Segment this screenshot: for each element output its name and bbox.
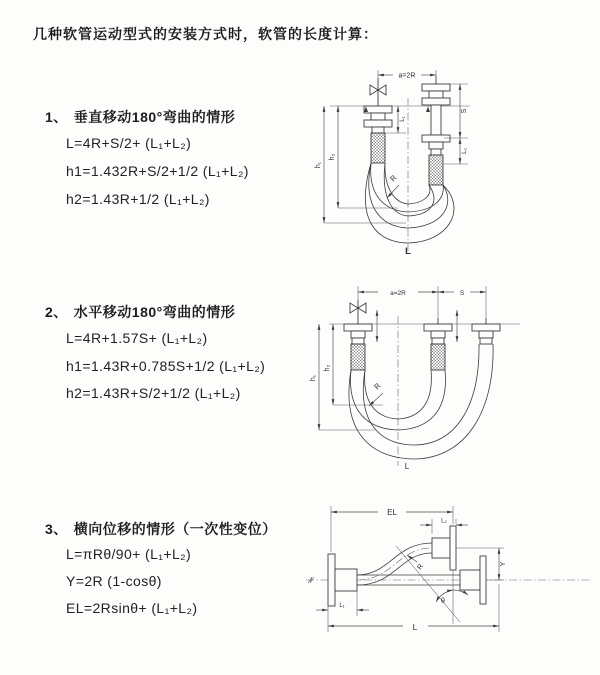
section-1-heading — [45, 107, 235, 127]
middle-fitting — [424, 318, 452, 370]
section-3-title: 横向位移的情形（一次性变位） — [73, 521, 277, 537]
formula-3-1: L=πRθ/90+ (L₁+L₂) — [66, 546, 192, 562]
formula-3-3: EL=2Rsinθ+ (L₁+L₂) — [66, 600, 198, 616]
formula-1-3: h2=1.43R+1/2 (L₁+L₂) — [66, 191, 210, 207]
left-flange-fitting — [328, 554, 357, 606]
dim-label-s: S — [461, 108, 468, 114]
formula-2-3: h2=1.43R+S/2+1/2 (L₁+L₂) — [66, 385, 241, 401]
section-2-title: 水平移动180°弯曲的情形 — [73, 304, 236, 320]
dim-label-r: R — [416, 563, 426, 572]
diagram-horizontal-move-180 — [305, 278, 600, 473]
dim-label-l2: L₂ — [461, 148, 468, 154]
dim-label-a2r: a=2R — [390, 289, 406, 297]
dim-label-a2r: a=2R — [398, 72, 416, 80]
up-arrow-icon — [426, 107, 430, 113]
formula-2-1: L=4R+1.57S+ (L₁+L₂) — [66, 330, 208, 346]
upper-flange-fitting-displaced — [432, 526, 456, 570]
section-1-title: 垂直移动180°弯曲的情形 — [73, 109, 236, 125]
braided-hose-section — [371, 133, 385, 163]
section-1-number: 1、 — [45, 109, 68, 125]
dim-label-h2: h₂ — [329, 153, 336, 161]
dim-label-l: L — [405, 246, 411, 257]
dim-label-l2: L₂ — [441, 518, 447, 525]
dim-label-h1: h₁ — [315, 161, 322, 169]
formula-1-2: h1=1.432R+S/2+1/2 (L₁+L₂) — [66, 163, 249, 179]
dim-label-l: L — [412, 622, 418, 632]
formula-3-2: Y=2R (1-cosθ) — [66, 573, 162, 589]
hose-curves — [349, 344, 493, 459]
section-2-heading — [45, 302, 235, 322]
dim-label-l1: L₁ — [339, 603, 345, 609]
dim-label-r: R — [388, 173, 399, 184]
dim-label-el: EL — [387, 508, 397, 517]
valve-icon — [370, 78, 386, 106]
valve-icon — [350, 300, 366, 324]
section-3-number: 3、 — [45, 521, 68, 537]
left-fitting — [344, 324, 372, 370]
dim-label-l: L — [404, 462, 410, 471]
right-flange-fitting-original — [460, 556, 486, 604]
section-3-heading — [45, 519, 277, 539]
formula-1-1: L=4R+S/2+ (L₁+L₂) — [66, 135, 192, 151]
right-fitting — [422, 76, 450, 185]
diagram-vertical-move-180 — [308, 60, 598, 260]
dim-label-theta: θ — [441, 598, 445, 605]
right-fitting-displaced — [472, 318, 500, 344]
page-title: 几种软管运动型式的安装方式时，软管的长度计算： — [33, 26, 378, 42]
diagram-lateral-displacement — [298, 498, 598, 650]
formula-2-2: h1=1.43R+0.785S+1/2 (L₁+L₂) — [66, 358, 266, 374]
braided-hose-section — [351, 344, 365, 370]
dim-label-h2: h₂ — [324, 364, 331, 372]
braided-hose-section — [431, 344, 445, 370]
dim-label-l1: L₁ — [399, 116, 406, 122]
left-fitting — [364, 106, 392, 163]
section-2-number: 2、 — [45, 304, 68, 320]
dim-label-s: S — [459, 289, 465, 297]
dim-label-r: R — [372, 381, 383, 392]
dim-label-y: Y — [500, 561, 507, 567]
dim-label-h1: h₁ — [310, 374, 317, 382]
braided-hose-section — [429, 155, 443, 185]
